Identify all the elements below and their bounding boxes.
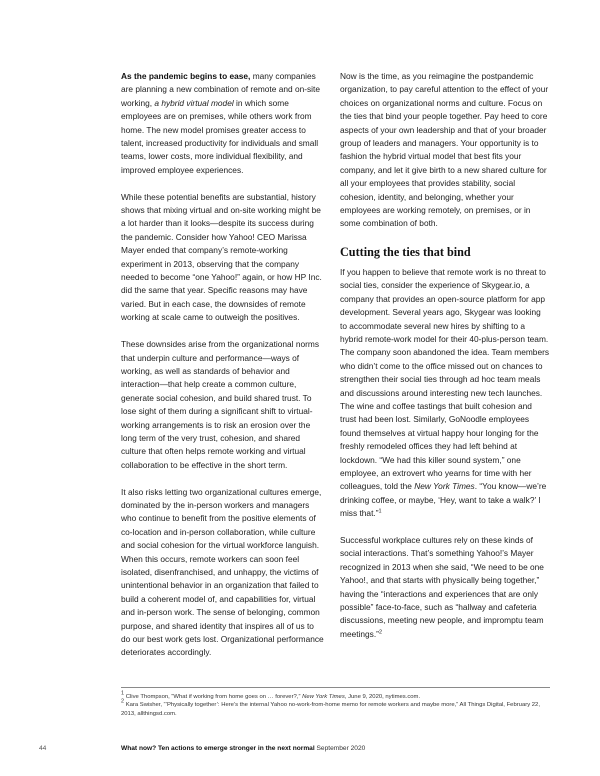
left-paragraph-3: These downsides arise from the organizational norms that underpin culture and performance—ways of working, as well as standards of behavior and interaction—that help create a common culture, generate social cohesion, and build shared trust. To lose sight of them during a significant shift to virtual-working arrangements is to risk an erosion over the long term of the very trust, cohesion, and shared culture that often helps remote working and virtual collaboration to be effective in the short term. (121, 339, 320, 470)
footnotes (121, 690, 553, 718)
right-paragraph-3: Successful workplace cultures rely on these kinds of social interactions. That’s something Yahoo!’s Mayer recognized in 2013 when she said, “We need to be one Yahoo!, and that starts with physically being together,” having the “interactions and experiences that are only possible” face-to-face, such as “hallway and cafeteria discussions, meeting new people, and impromptu team meetings.”$^2$ (340, 534, 544, 639)
footnote-divider (121, 687, 550, 688)
left-paragraph-4: It also risks letting two organizational cultures emerge, dominated by the in-person workers and managers who continue to benefit from the positive elements of co-location and in-person collaboration, while culture and social cohesion for the virtual workforce languish. When this occurs, remote workers can soon feel isolated, disenfranchised, and unhappy, the victims of unintentional behavior in an organization that failed to build a coherent model of, and capabilities for, virtual and in-person work. The sense of belonging, common purpose, and shared identity that inspires all of us to do our best work gets lost. Organizational performance deteriorates accordingly. (121, 486, 324, 658)
left-column (121, 70, 325, 673)
section-heading: Cutting the ties that bind (340, 244, 471, 259)
publication-name: New York Times (414, 481, 475, 492)
footnote-1: $^1$ Clive Thompson, “What if working from home goes on … forever?,” New York Times, June 9, 2020, nytimes.com. (121, 690, 421, 700)
right-column (340, 70, 550, 655)
running-footer (121, 745, 365, 752)
publication-title: What now? Ten actions to emerge stronger in the next normal (121, 745, 315, 752)
right-paragraph-2: If you happen to believe that remote work is no threat to social ties, consider the experience of Skygear.io, a company that provides an open-source platform for app development. Several years ago, Skygear was looking to accommodate several new hires by shifting to a hybrid remote-work model for their 40-plus-person team. The company soon abandoned the idea. Team members who didn’t come to the office missed out on chances to strengthen their social ties through ad hoc team meals and discussions around interesting new tech launches. The wine and coffee tastings that built cohesion and trust had been lost. Similarly, GoNoodle employees found themselves at virtual happy hour longing for the freshly remodeled offices they had left behind at lockdown. “We had this killer sound system,” one employee, an extrovert who yearns for time with her colleagues, told the New York Times. “You know—we’re drinking coffee, or maybe, ‘Hey, want to take a walk?’ I miss that.”$^1$ (340, 266, 550, 519)
footnote-ref-2[interactable]: 2 (378, 629, 383, 636)
emphasis-text: a hybrid virtual model (154, 97, 234, 108)
page-number: 44 (39, 745, 47, 752)
left-paragraph-2: While these potential benefits are substantial, history shows that mixing virtual and on-site working might be a lot harder than it looks—despite its success during the pandemic. Consider how Yahoo! CEO Marissa Mayer ended that company’s remote-working experiment in 2013, observing that the company needed to become “one Yahoo!” again, or how HP Inc. did the same that year. Specific reasons may have varied. But in each case, the downsides of remote working at scale came to outweigh the positives. (121, 191, 322, 323)
footnote-ref-1[interactable]: 1 (378, 508, 382, 515)
lead-in-phrase: As the pandemic begins to ease, (121, 71, 251, 81)
footnote-2: $^2$ Kara Swisher, “‘Physically together’: Here’s the internal Yahoo no-work-from-home memo for remote workers and maybe more,” All Things Digital, February 22, 2013, allthingsd.com. (121, 698, 540, 717)
right-paragraph-1: Now is the time, as you reimagine the postpandemic organization, to pay careful attention to the effect of your choices on organizational norms and culture. Focus on the ties that bind your people together. Pay heed to core aspects of your own leadership and that of your broader group of leaders and managers. Your opportunity is to fashion the hybrid virtual model that best fits your company, and let it give birth to a new shared culture for all your employees that provides stability, social cohesion, identity, and belonging, whether your employees are working remotely, on premises, or in some combination of both. (340, 71, 549, 229)
publication-date: September 2020 (314, 745, 366, 752)
left-paragraph-1: As the pandemic begins to ease, many companies are planning a new combination of remote and on-site working, a hybrid virtual model in which some employees are on premises, while others work from home. The new model promises greater access to talent, increased productivity for individuals and small teams, lower costs, more individual flexibility, and improved employee experiences. (121, 71, 320, 175)
